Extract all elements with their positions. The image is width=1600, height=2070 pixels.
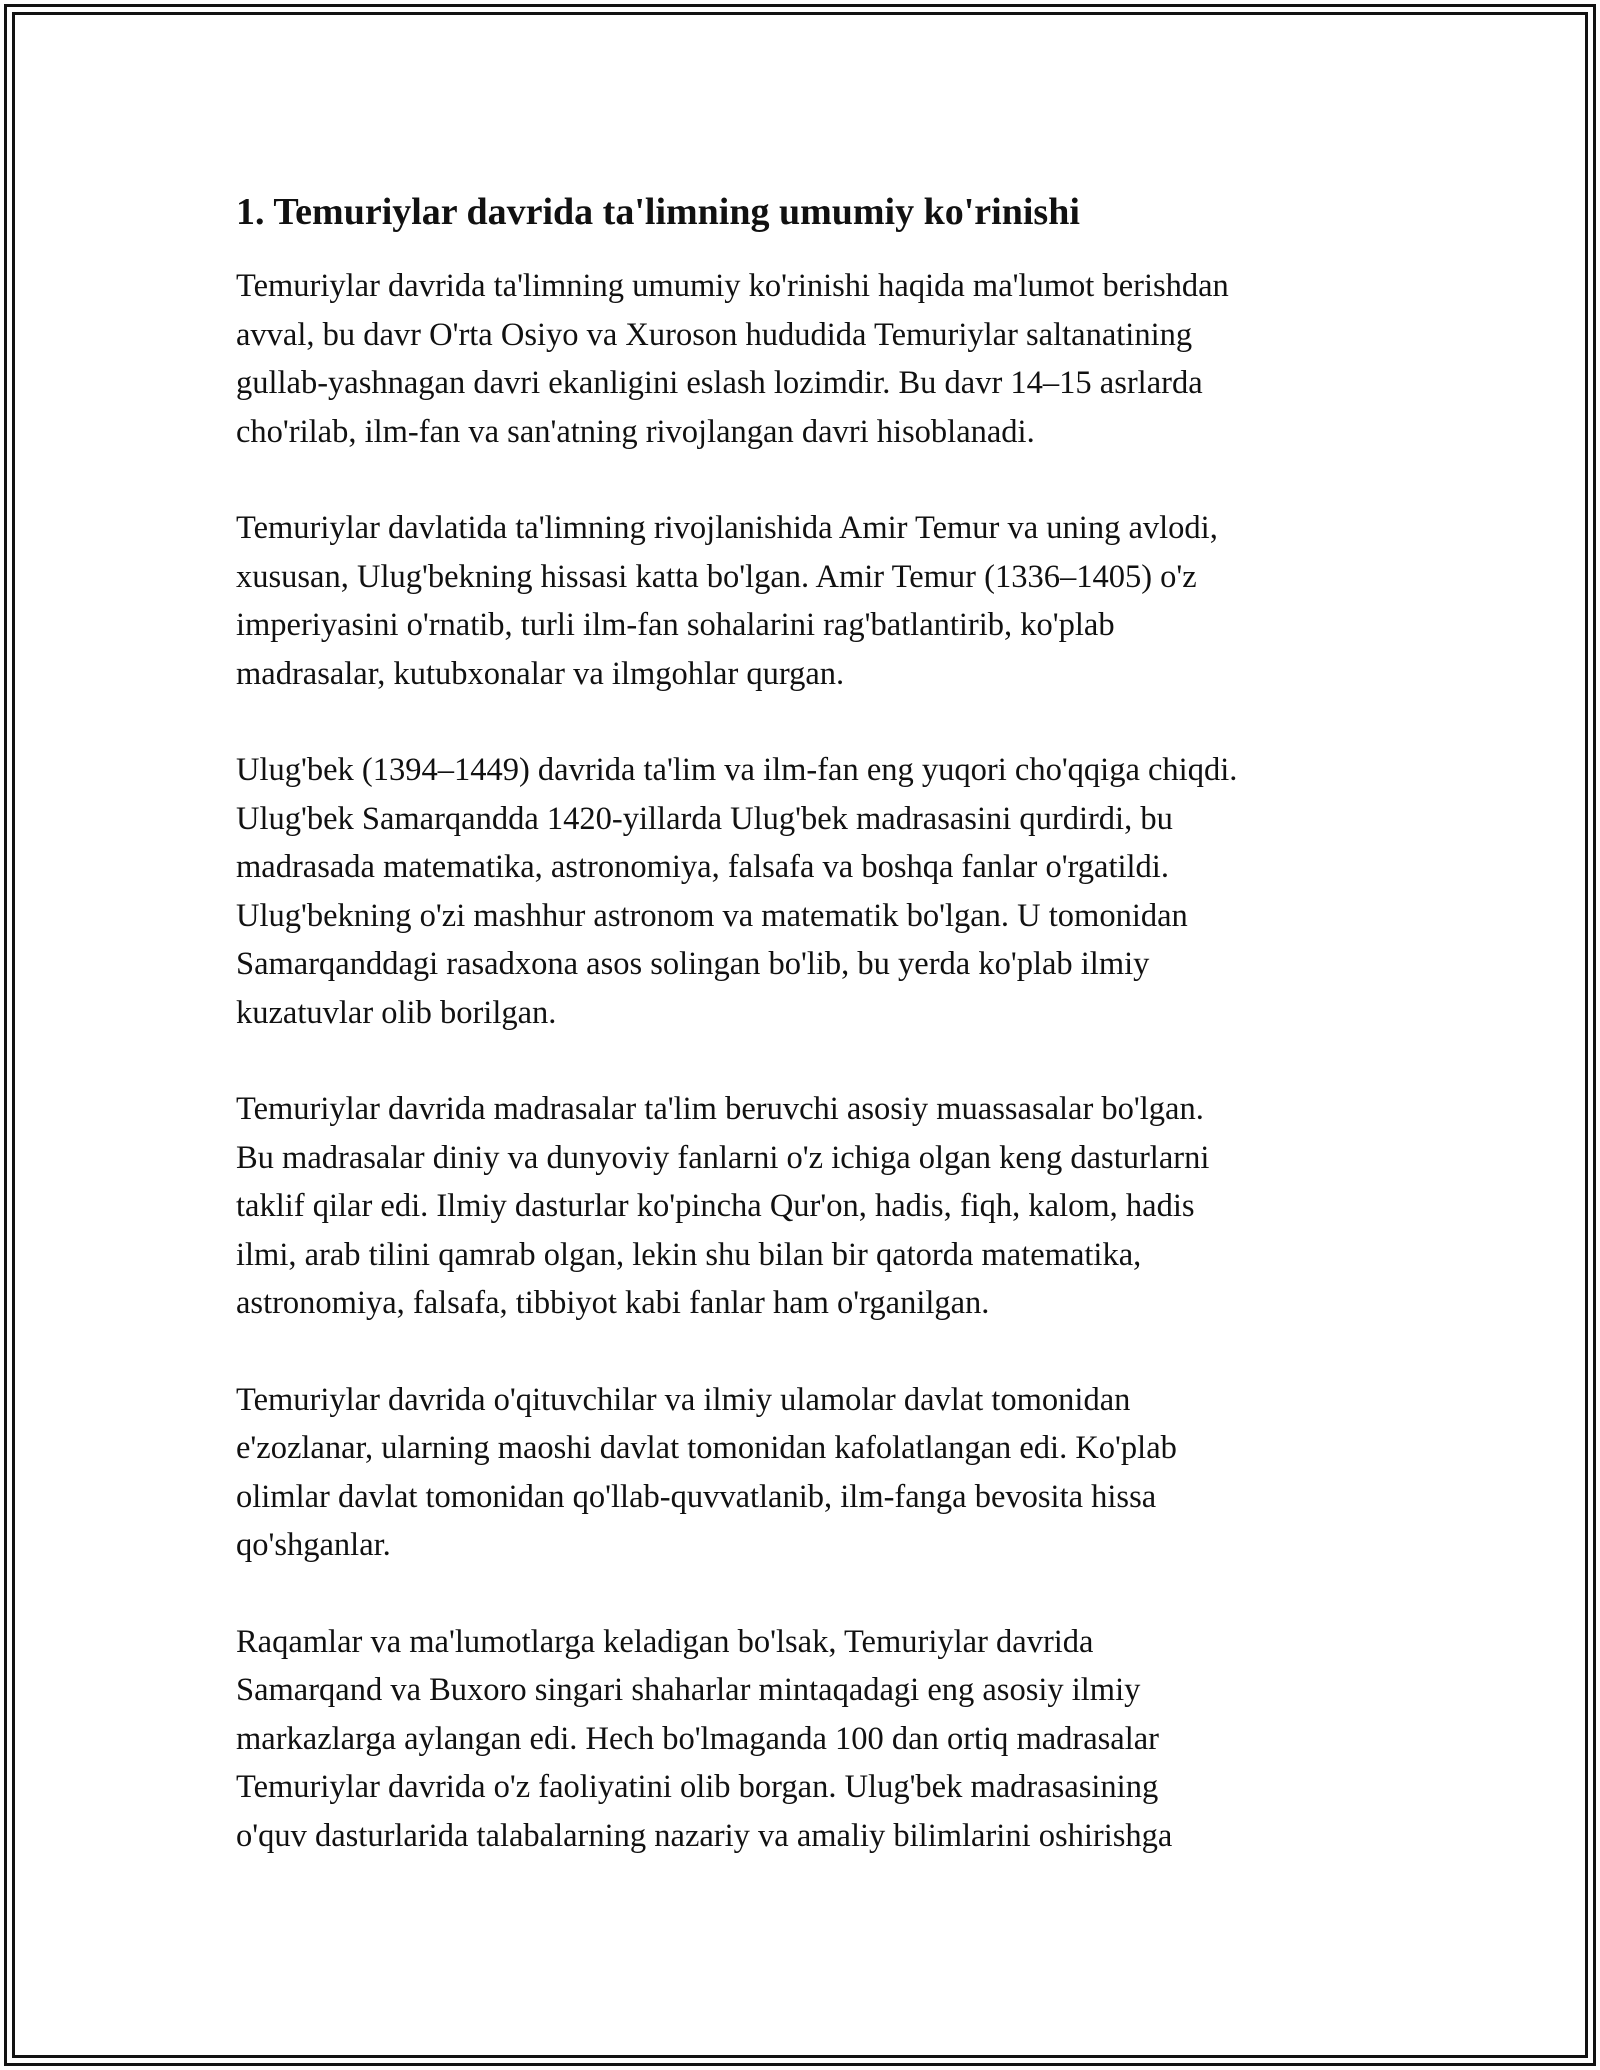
- paragraph-madrasalar: Temuriylar davrida madrasalar ta'lim beruvchi asosiy muassasalar bo'lgan. Bu madrasalar diniy va dunyoviy fanlarni o'z ichiga olgan keng dasturlarni taklif qilar edi. Ilmiy dasturlar ko'pincha Qur'on, hadis, fiqh, kalom, hadis ilmi, arab tilini qamrab olgan, lekin shu bilan bir qatorda matematika, astronomiya, falsafa, tibbiyot kabi fanlar ham o'rganilgan.: [236, 1091, 1210, 1321]
- paragraph-amir-temur: Temuriylar davlatida ta'limning rivojlanishida Amir Temur va uning avlodi, xususan, Ulug'bekning hissasi katta bo'lgan. Amir Temur (1336–1405) o'z imperiyasini o'rnatib, turli ilm-fan sohalarini rag'batlantirib, ko'plab madrasalar, kutubxonalar va ilmgohlar qurgan.: [236, 510, 1218, 692]
- paragraph-intro: Temuriylar davrida ta'limning umumiy ko'rinishi haqida ma'lumot berishdan avval, bu davr O'rta Osiyo va Xuroson hududida Temuriylar saltanatining gullab-yashnagan davri ekanligini eslash lozimdir. Bu davr 14–15 asrlarda cho'rilab, ilm-fan va san'atning rivojlangan davri hisoblanadi.: [236, 268, 1229, 450]
- paragraph-teachers: Temuriylar davrida o'qituvchilar va ilmiy ulamolar davlat tomonidan e'zozlanar, ularning maoshi davlat tomonidan kafolatlangan edi. Ko'plab olimlar davlat tomonidan qo'llab-quvvatlanib, ilm-fanga bevosita hissa qo'shganlar.: [236, 1381, 1177, 1563]
- section-heading: 1. Temuriylar davrida ta'limning umumiy ko'rinishi: [236, 191, 1080, 233]
- paragraph-ulugbek: Ulug'bek (1394–1449) davrida ta'lim va ilm-fan eng yuqori cho'qqiga chiqdi. Ulug'bek Samarqandda 1420-yillarda Ulug'bek madrasasini qurdirdi, bu madrasada matematika, astronomiya, falsafa va boshqa fanlar o'rgatildi. Ulug'bekning o'zi mashhur astronom va matematik bo'lgan. U tomonidan Samarqanddagi rasadxona asos solingan bo'lib, bu yerda ko'plab ilmiy kuzatuvlar olib borilgan.: [236, 752, 1238, 1031]
- paragraph-figures: Raqamlar va ma'lumotlarga keladigan bo'lsak, Temuriylar davrida Samarqand va Buxoro singari shaharlar mintaqadagi eng asosiy ilmiy markazlarga aylangan edi. Hech bo'lmaganda 100 dan ortiq madrasalar Temuriylar davrida o'z faoliyatini olib borgan. Ulug'bek madrasasining o'quv dasturlarida talabalarning nazariy va amaliy bilimlarini oshirishga: [236, 1623, 1173, 1854]
- document-body: [236, 182, 1396, 1908]
